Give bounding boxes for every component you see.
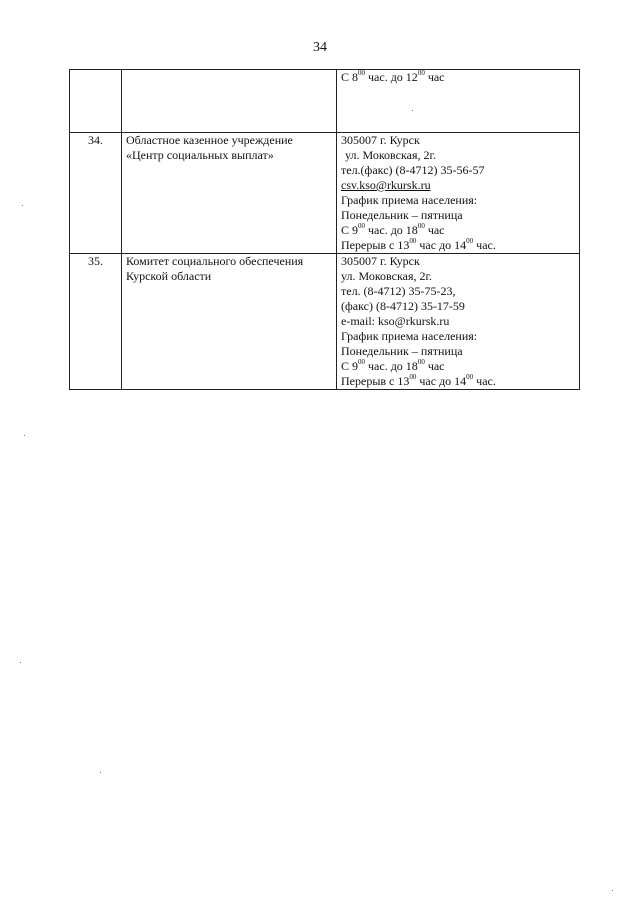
row-number-cell: 35. <box>70 254 122 390</box>
contact-cell <box>337 133 580 254</box>
organization-name-line: Областное казенное учреждение <box>126 133 293 147</box>
schedule-title: График приема населения: <box>341 193 478 207</box>
schedule-hours: С $9^{00}$ час. до $18^{00}$ час <box>341 222 445 237</box>
fax: (факс) (8-4712) 35-17-59 <box>341 299 465 313</box>
row-number-cell: 34. <box>70 133 122 254</box>
organization-cell <box>122 254 337 390</box>
contacts-table <box>69 69 580 390</box>
postcode-city: 305007 г. Курск <box>341 133 420 147</box>
schedule-title: График приема населения: <box>341 329 478 343</box>
phone: тел. (8-4712) 35-75-23, <box>341 284 456 298</box>
break-hours: Перерыв с $13^{00}$ час до $14^{00}$ час. <box>341 373 496 388</box>
email-link[interactable]: csv.kso@rkursk.ru <box>341 178 431 192</box>
street-address: ул. Моковская, 2г. <box>345 148 437 162</box>
contact-cell <box>337 254 580 390</box>
organization-cell <box>122 70 337 133</box>
email-line: e-mail: kso@rkursk.ru <box>341 314 450 328</box>
scan-speck <box>22 205 23 206</box>
page-number: 34 <box>313 40 327 55</box>
organization-name-line: Курской области <box>126 269 212 283</box>
scan-speck <box>20 662 21 663</box>
working-days: Понедельник – пятница <box>341 344 463 358</box>
organization-name-line: «Центр социальных выплат» <box>126 148 274 162</box>
phone-fax: тел.(факс) (8-4712) 35-56-57 <box>341 163 485 177</box>
row-number-cell <box>70 70 122 133</box>
working-days: Понедельник – пятница <box>341 208 463 222</box>
schedule-hours: С $9^{00}$ час. до $18^{00}$ час <box>341 358 445 373</box>
break-hours: Перерыв с $13^{00}$ час до $14^{00}$ час. <box>341 237 496 252</box>
scan-speck <box>612 890 613 891</box>
scan-speck <box>24 435 25 436</box>
table-row <box>70 254 580 390</box>
table-row <box>70 70 580 133</box>
organization-cell <box>122 133 337 254</box>
contact-cell <box>337 70 580 133</box>
postcode-city: 305007 г. Курск <box>341 254 420 268</box>
scan-speck <box>100 772 101 773</box>
street-address: ул. Моковская, 2г. <box>341 269 433 283</box>
organization-name-line: Комитет социального обеспечения <box>126 254 304 268</box>
scan-speck <box>412 110 413 111</box>
schedule-hours: С $8^{00}$ час. до $12^{00}$ час <box>341 69 445 84</box>
table-row <box>70 133 580 254</box>
